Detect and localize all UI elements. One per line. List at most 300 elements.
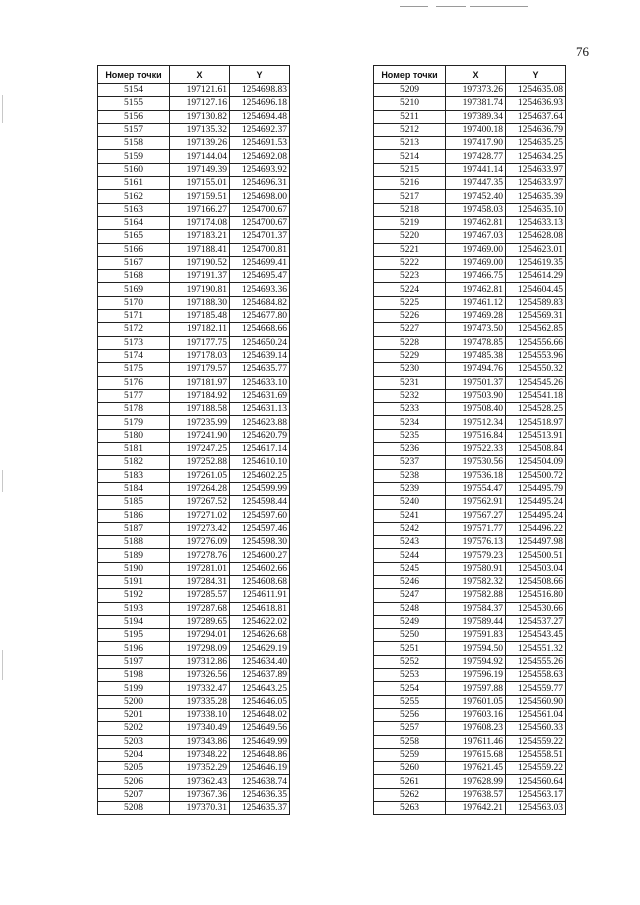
point-number-cell: 5186 <box>98 509 170 522</box>
point-number-cell: 5171 <box>98 310 170 323</box>
point-number-cell: 5159 <box>98 150 170 163</box>
y-coordinate-cell: 1254633.10 <box>230 376 290 389</box>
point-number-cell: 5162 <box>98 190 170 203</box>
point-number-cell: 5174 <box>98 349 170 362</box>
x-coordinate-cell: 197252.88 <box>170 456 230 469</box>
y-coordinate-cell: 1254589.83 <box>506 296 566 309</box>
column-header-point: Номер точки <box>374 66 446 84</box>
y-coordinate-cell: 1254633.13 <box>506 216 566 229</box>
point-number-cell: 5233 <box>374 403 446 416</box>
x-coordinate-cell: 197335.28 <box>170 695 230 708</box>
y-coordinate-cell: 1254635.10 <box>506 203 566 216</box>
table-row <box>98 177 290 190</box>
y-coordinate-cell: 1254508.66 <box>506 575 566 588</box>
point-number-cell: 5188 <box>98 536 170 549</box>
table-row <box>98 349 290 362</box>
table-row <box>374 575 566 588</box>
point-number-cell: 5178 <box>98 403 170 416</box>
x-coordinate-cell: 197603.16 <box>446 708 506 721</box>
table-row <box>374 123 566 136</box>
y-coordinate-cell: 1254622.02 <box>230 615 290 628</box>
table-row <box>98 256 290 269</box>
table-row <box>98 123 290 136</box>
x-coordinate-cell: 197522.33 <box>446 443 506 456</box>
y-coordinate-cell: 1254634.25 <box>506 150 566 163</box>
y-coordinate-cell: 1254677.80 <box>230 310 290 323</box>
x-coordinate-cell: 197247.25 <box>170 443 230 456</box>
point-number-cell: 5215 <box>374 163 446 176</box>
point-number-cell: 5160 <box>98 163 170 176</box>
x-coordinate-cell: 197373.26 <box>446 84 506 97</box>
point-number-cell: 5181 <box>98 443 170 456</box>
table-row <box>98 429 290 442</box>
y-coordinate-cell: 1254551.32 <box>506 642 566 655</box>
point-number-cell: 5168 <box>98 270 170 283</box>
y-coordinate-cell: 1254528.25 <box>506 403 566 416</box>
table-row <box>374 323 566 336</box>
x-coordinate-cell: 197589.44 <box>446 615 506 628</box>
x-coordinate-cell: 197135.32 <box>170 123 230 136</box>
y-coordinate-cell: 1254700.67 <box>230 203 290 216</box>
table-row <box>374 389 566 402</box>
x-coordinate-cell: 197554.47 <box>446 482 506 495</box>
x-coordinate-cell: 197536.18 <box>446 469 506 482</box>
x-coordinate-cell: 197503.90 <box>446 389 506 402</box>
y-coordinate-cell: 1254631.13 <box>230 403 290 416</box>
point-number-cell: 5175 <box>98 363 170 376</box>
x-coordinate-cell: 197441.14 <box>446 163 506 176</box>
point-number-cell: 5176 <box>98 376 170 389</box>
point-number-cell: 5238 <box>374 469 446 482</box>
x-coordinate-cell: 197611.46 <box>446 735 506 748</box>
point-number-cell: 5189 <box>98 549 170 562</box>
y-coordinate-cell: 1254634.40 <box>230 655 290 668</box>
point-number-cell: 5193 <box>98 602 170 615</box>
point-number-cell: 5210 <box>374 97 446 110</box>
x-coordinate-cell: 197155.01 <box>170 177 230 190</box>
x-coordinate-cell: 197485.38 <box>446 349 506 362</box>
point-number-cell: 5185 <box>98 496 170 509</box>
point-number-cell: 5164 <box>98 216 170 229</box>
y-coordinate-cell: 1254597.46 <box>230 522 290 535</box>
x-coordinate-cell: 197501.37 <box>446 376 506 389</box>
x-coordinate-cell: 197428.77 <box>446 150 506 163</box>
y-coordinate-cell: 1254695.47 <box>230 270 290 283</box>
point-number-cell: 5154 <box>98 84 170 97</box>
x-coordinate-cell: 197267.52 <box>170 496 230 509</box>
table-row <box>374 802 566 815</box>
x-coordinate-cell: 197127.16 <box>170 97 230 110</box>
y-coordinate-cell: 1254623.01 <box>506 243 566 256</box>
point-number-cell: 5255 <box>374 695 446 708</box>
point-number-cell: 5254 <box>374 682 446 695</box>
point-number-cell: 5218 <box>374 203 446 216</box>
column-header-x: X <box>170 66 230 84</box>
x-coordinate-cell: 197281.01 <box>170 562 230 575</box>
table-row <box>98 190 290 203</box>
table-row <box>98 243 290 256</box>
y-coordinate-cell: 1254508.84 <box>506 443 566 456</box>
table-row <box>98 682 290 695</box>
x-coordinate-cell: 197130.82 <box>170 110 230 123</box>
point-number-cell: 5213 <box>374 137 446 150</box>
point-number-cell: 5204 <box>98 748 170 761</box>
x-coordinate-cell: 197584.37 <box>446 602 506 615</box>
table-row <box>374 589 566 602</box>
x-coordinate-cell: 197478.85 <box>446 336 506 349</box>
y-coordinate-cell: 1254500.51 <box>506 549 566 562</box>
point-number-cell: 5214 <box>374 150 446 163</box>
x-coordinate-cell: 197461.12 <box>446 296 506 309</box>
y-coordinate-cell: 1254569.31 <box>506 310 566 323</box>
x-coordinate-cell: 197139.26 <box>170 137 230 150</box>
y-coordinate-cell: 1254602.66 <box>230 562 290 575</box>
table-row <box>374 443 566 456</box>
y-coordinate-cell: 1254700.67 <box>230 216 290 229</box>
point-number-cell: 5235 <box>374 429 446 442</box>
point-number-cell: 5158 <box>98 137 170 150</box>
table-row <box>98 84 290 97</box>
y-coordinate-cell: 1254618.81 <box>230 602 290 615</box>
table-row <box>98 403 290 416</box>
table-row <box>374 137 566 150</box>
table-row <box>98 722 290 735</box>
x-coordinate-cell: 197278.76 <box>170 549 230 562</box>
x-coordinate-cell: 197400.18 <box>446 123 506 136</box>
table-row <box>98 536 290 549</box>
y-coordinate-cell: 1254693.36 <box>230 283 290 296</box>
point-number-cell: 5219 <box>374 216 446 229</box>
x-coordinate-cell: 197571.77 <box>446 522 506 535</box>
y-coordinate-cell: 1254668.66 <box>230 323 290 336</box>
y-coordinate-cell: 1254558.63 <box>506 669 566 682</box>
y-coordinate-cell: 1254626.68 <box>230 629 290 642</box>
x-coordinate-cell: 197348.22 <box>170 748 230 761</box>
y-coordinate-cell: 1254633.97 <box>506 163 566 176</box>
table-row <box>98 788 290 801</box>
point-number-cell: 5207 <box>98 788 170 801</box>
point-number-cell: 5166 <box>98 243 170 256</box>
table-row <box>374 682 566 695</box>
y-coordinate-cell: 1254604.45 <box>506 283 566 296</box>
x-coordinate-cell: 197261.05 <box>170 469 230 482</box>
x-coordinate-cell: 197362.43 <box>170 775 230 788</box>
point-number-cell: 5225 <box>374 296 446 309</box>
point-number-cell: 5246 <box>374 575 446 588</box>
y-coordinate-cell: 1254649.99 <box>230 735 290 748</box>
point-number-cell: 5251 <box>374 642 446 655</box>
point-number-cell: 5263 <box>374 802 446 815</box>
x-coordinate-cell: 197580.91 <box>446 562 506 575</box>
table-row <box>98 496 290 509</box>
x-coordinate-cell: 197452.40 <box>446 190 506 203</box>
point-number-cell: 5206 <box>98 775 170 788</box>
point-number-cell: 5191 <box>98 575 170 588</box>
table-row <box>374 376 566 389</box>
point-number-cell: 5190 <box>98 562 170 575</box>
table-row <box>98 203 290 216</box>
point-number-cell: 5240 <box>374 496 446 509</box>
y-coordinate-cell: 1254692.37 <box>230 123 290 136</box>
y-coordinate-cell: 1254696.18 <box>230 97 290 110</box>
point-number-cell: 5167 <box>98 256 170 269</box>
table-row <box>98 748 290 761</box>
table-row <box>98 137 290 150</box>
y-coordinate-cell: 1254646.19 <box>230 762 290 775</box>
point-number-cell: 5161 <box>98 177 170 190</box>
x-coordinate-cell: 197594.50 <box>446 642 506 655</box>
scan-margin-mark <box>2 470 3 492</box>
x-coordinate-cell: 197628.99 <box>446 775 506 788</box>
y-coordinate-cell: 1254555.26 <box>506 655 566 668</box>
point-number-cell: 5221 <box>374 243 446 256</box>
point-number-cell: 5232 <box>374 389 446 402</box>
point-number-cell: 5222 <box>374 256 446 269</box>
y-coordinate-cell: 1254598.30 <box>230 536 290 549</box>
table-row <box>374 469 566 482</box>
y-coordinate-cell: 1254559.77 <box>506 682 566 695</box>
x-coordinate-cell: 197597.88 <box>446 682 506 695</box>
point-number-cell: 5227 <box>374 323 446 336</box>
x-coordinate-cell: 197264.28 <box>170 482 230 495</box>
y-coordinate-cell: 1254635.08 <box>506 84 566 97</box>
x-coordinate-cell: 197638.57 <box>446 788 506 801</box>
y-coordinate-cell: 1254637.89 <box>230 669 290 682</box>
y-coordinate-cell: 1254648.86 <box>230 748 290 761</box>
table-row <box>374 748 566 761</box>
x-coordinate-cell: 197582.32 <box>446 575 506 588</box>
y-coordinate-cell: 1254699.41 <box>230 256 290 269</box>
point-number-cell: 5250 <box>374 629 446 642</box>
x-coordinate-cell: 197298.09 <box>170 642 230 655</box>
x-coordinate-cell: 197174.08 <box>170 216 230 229</box>
point-number-cell: 5192 <box>98 589 170 602</box>
y-coordinate-cell: 1254696.31 <box>230 177 290 190</box>
y-coordinate-cell: 1254563.17 <box>506 788 566 801</box>
point-number-cell: 5201 <box>98 708 170 721</box>
point-number-cell: 5260 <box>374 762 446 775</box>
point-number-cell: 5231 <box>374 376 446 389</box>
table-row <box>374 150 566 163</box>
table-body-right <box>374 84 566 815</box>
x-coordinate-cell: 197338.10 <box>170 708 230 721</box>
table-row <box>374 695 566 708</box>
column-header-x: X <box>446 66 506 84</box>
table-row <box>374 336 566 349</box>
x-coordinate-cell: 197642.21 <box>446 802 506 815</box>
x-coordinate-cell: 197469.00 <box>446 256 506 269</box>
x-coordinate-cell: 197181.97 <box>170 376 230 389</box>
table-row <box>374 722 566 735</box>
point-number-cell: 5261 <box>374 775 446 788</box>
x-coordinate-cell: 197332.47 <box>170 682 230 695</box>
y-coordinate-cell: 1254691.53 <box>230 137 290 150</box>
point-number-cell: 5241 <box>374 509 446 522</box>
point-number-cell: 5165 <box>98 230 170 243</box>
x-coordinate-cell: 197289.65 <box>170 615 230 628</box>
x-coordinate-cell: 197615.68 <box>446 748 506 761</box>
y-coordinate-cell: 1254560.90 <box>506 695 566 708</box>
point-number-cell: 5163 <box>98 203 170 216</box>
y-coordinate-cell: 1254495.24 <box>506 496 566 509</box>
y-coordinate-cell: 1254648.02 <box>230 708 290 721</box>
point-number-cell: 5245 <box>374 562 446 575</box>
point-number-cell: 5212 <box>374 123 446 136</box>
x-coordinate-cell: 197191.37 <box>170 270 230 283</box>
x-coordinate-cell: 197467.03 <box>446 230 506 243</box>
y-coordinate-cell: 1254543.45 <box>506 629 566 642</box>
point-number-cell: 5196 <box>98 642 170 655</box>
y-coordinate-cell: 1254597.60 <box>230 509 290 522</box>
point-number-cell: 5184 <box>98 482 170 495</box>
y-coordinate-cell: 1254619.35 <box>506 256 566 269</box>
y-coordinate-cell: 1254563.03 <box>506 802 566 815</box>
x-coordinate-cell: 197188.41 <box>170 243 230 256</box>
y-coordinate-cell: 1254635.25 <box>506 137 566 150</box>
x-coordinate-cell: 197190.81 <box>170 283 230 296</box>
point-number-cell: 5223 <box>374 270 446 283</box>
y-coordinate-cell: 1254561.04 <box>506 708 566 721</box>
table-row <box>374 708 566 721</box>
point-number-cell: 5199 <box>98 682 170 695</box>
x-coordinate-cell: 197294.01 <box>170 629 230 642</box>
point-number-cell: 5179 <box>98 416 170 429</box>
table-row <box>374 403 566 416</box>
table-row <box>374 629 566 642</box>
table-row <box>98 642 290 655</box>
y-coordinate-cell: 1254635.37 <box>230 802 290 815</box>
y-coordinate-cell: 1254635.77 <box>230 363 290 376</box>
point-number-cell: 5170 <box>98 296 170 309</box>
x-coordinate-cell: 197512.34 <box>446 416 506 429</box>
table-row <box>374 522 566 535</box>
table-row <box>98 629 290 642</box>
point-number-cell: 5224 <box>374 283 446 296</box>
scan-margin-mark <box>2 95 3 123</box>
y-coordinate-cell: 1254701.37 <box>230 230 290 243</box>
table-row <box>374 363 566 376</box>
table-row <box>374 655 566 668</box>
table-row <box>98 469 290 482</box>
table-row <box>374 349 566 362</box>
table-header-row <box>98 66 290 84</box>
point-number-cell: 5252 <box>374 655 446 668</box>
y-coordinate-cell: 1254560.64 <box>506 775 566 788</box>
y-coordinate-cell: 1254608.68 <box>230 575 290 588</box>
table-row <box>374 642 566 655</box>
y-coordinate-cell: 1254496.22 <box>506 522 566 535</box>
table-row <box>98 602 290 615</box>
table-row <box>374 456 566 469</box>
y-coordinate-cell: 1254518.97 <box>506 416 566 429</box>
y-coordinate-cell: 1254550.32 <box>506 363 566 376</box>
point-number-cell: 5228 <box>374 336 446 349</box>
table-row <box>374 788 566 801</box>
table-row <box>374 203 566 216</box>
y-coordinate-cell: 1254495.24 <box>506 509 566 522</box>
table-row <box>98 336 290 349</box>
y-coordinate-cell: 1254636.79 <box>506 123 566 136</box>
point-number-cell: 5262 <box>374 788 446 801</box>
y-coordinate-cell: 1254541.18 <box>506 389 566 402</box>
x-coordinate-cell: 197144.04 <box>170 150 230 163</box>
point-number-cell: 5157 <box>98 123 170 136</box>
y-coordinate-cell: 1254516.80 <box>506 589 566 602</box>
point-number-cell: 5216 <box>374 177 446 190</box>
x-coordinate-cell: 197188.58 <box>170 403 230 416</box>
x-coordinate-cell: 197594.92 <box>446 655 506 668</box>
x-coordinate-cell: 197273.42 <box>170 522 230 535</box>
x-coordinate-cell: 197326.56 <box>170 669 230 682</box>
table-row <box>98 323 290 336</box>
table-row <box>374 429 566 442</box>
y-coordinate-cell: 1254553.96 <box>506 349 566 362</box>
y-coordinate-cell: 1254635.39 <box>506 190 566 203</box>
table-row <box>98 443 290 456</box>
x-coordinate-cell: 197582.88 <box>446 589 506 602</box>
point-number-cell: 5258 <box>374 735 446 748</box>
table-row <box>374 536 566 549</box>
x-coordinate-cell: 197591.83 <box>446 629 506 642</box>
table-row <box>374 496 566 509</box>
y-coordinate-cell: 1254698.83 <box>230 84 290 97</box>
table-row <box>374 482 566 495</box>
x-coordinate-cell: 197149.39 <box>170 163 230 176</box>
y-coordinate-cell: 1254598.44 <box>230 496 290 509</box>
table-row <box>98 110 290 123</box>
x-coordinate-cell: 197417.90 <box>446 137 506 150</box>
y-coordinate-cell: 1254611.91 <box>230 589 290 602</box>
table-row <box>98 389 290 402</box>
x-coordinate-cell: 197182.11 <box>170 323 230 336</box>
point-number-cell: 5244 <box>374 549 446 562</box>
table-body-left <box>98 84 290 815</box>
table-row <box>374 243 566 256</box>
y-coordinate-cell: 1254623.88 <box>230 416 290 429</box>
point-number-cell: 5237 <box>374 456 446 469</box>
point-number-cell: 5209 <box>374 84 446 97</box>
y-coordinate-cell: 1254500.72 <box>506 469 566 482</box>
y-coordinate-cell: 1254602.25 <box>230 469 290 482</box>
table-row <box>98 270 290 283</box>
x-coordinate-cell: 197458.03 <box>446 203 506 216</box>
x-coordinate-cell: 197516.84 <box>446 429 506 442</box>
table-row <box>98 615 290 628</box>
x-coordinate-cell: 197183.21 <box>170 230 230 243</box>
y-coordinate-cell: 1254614.29 <box>506 270 566 283</box>
y-coordinate-cell: 1254629.19 <box>230 642 290 655</box>
x-coordinate-cell: 197312.86 <box>170 655 230 668</box>
table-row <box>98 296 290 309</box>
y-coordinate-cell: 1254545.26 <box>506 376 566 389</box>
table-row <box>374 602 566 615</box>
point-number-cell: 5183 <box>98 469 170 482</box>
point-number-cell: 5230 <box>374 363 446 376</box>
y-coordinate-cell: 1254559.22 <box>506 735 566 748</box>
point-number-cell: 5180 <box>98 429 170 442</box>
table-row <box>374 509 566 522</box>
table-row <box>98 522 290 535</box>
table-row <box>98 762 290 775</box>
point-number-cell: 5198 <box>98 669 170 682</box>
point-number-cell: 5256 <box>374 708 446 721</box>
y-coordinate-cell: 1254537.27 <box>506 615 566 628</box>
x-coordinate-cell: 197121.61 <box>170 84 230 97</box>
table-row <box>98 695 290 708</box>
y-coordinate-cell: 1254650.24 <box>230 336 290 349</box>
table-row <box>98 216 290 229</box>
x-coordinate-cell: 197166.27 <box>170 203 230 216</box>
